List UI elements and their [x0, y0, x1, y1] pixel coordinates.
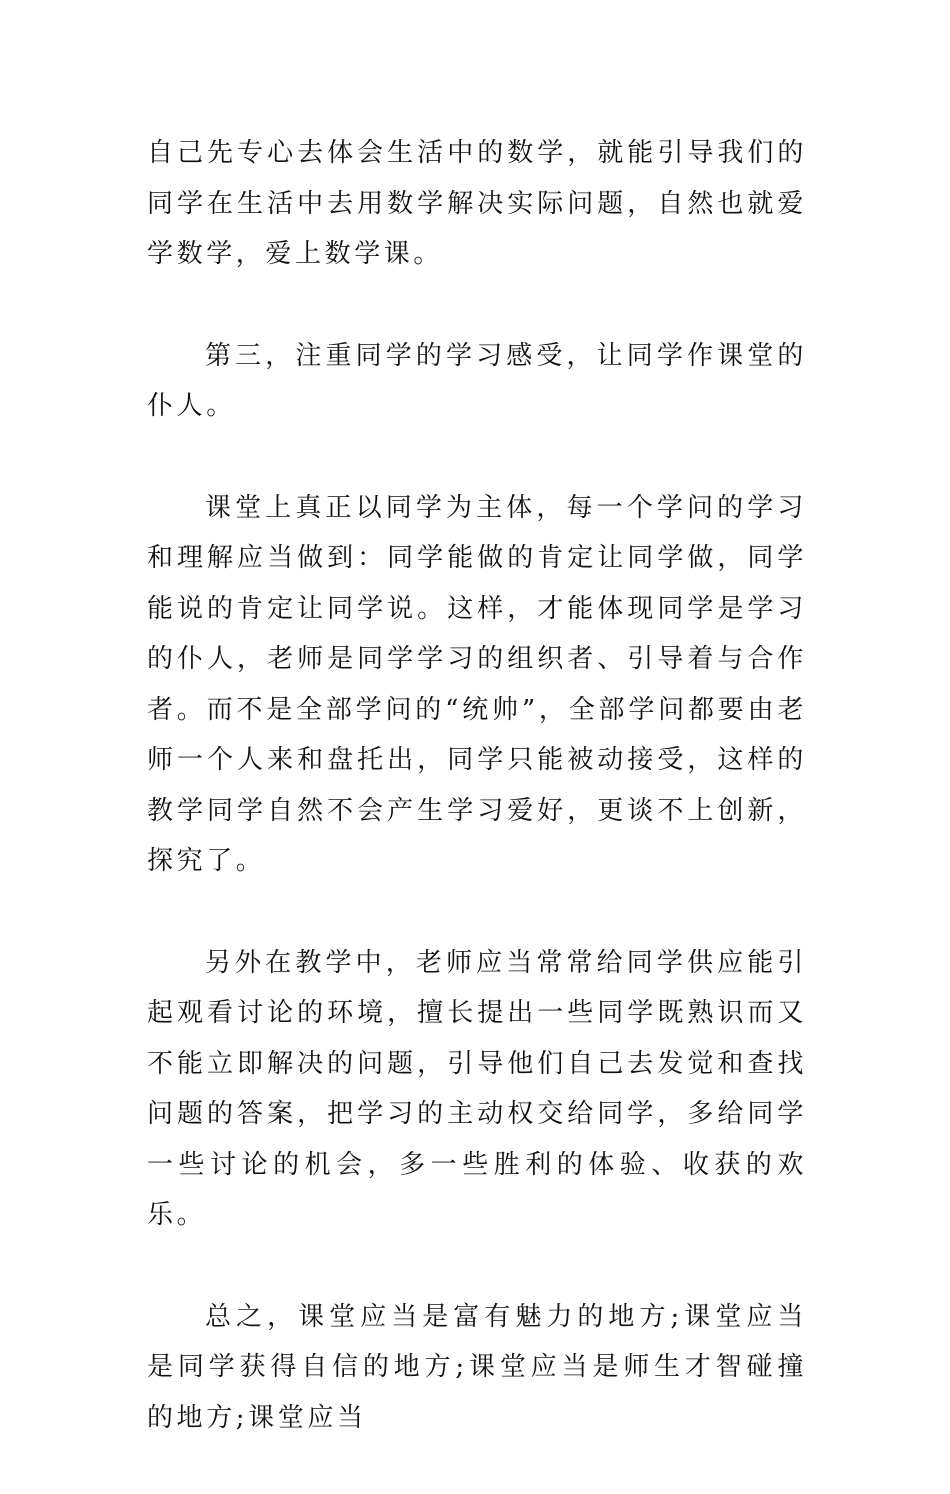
paragraph-3: 课堂上真正以同学为主体，每一个学问的学习和理解应当做到：同学能做的肯定让同学做，同学能说的肯定让同学说。这样，才能体现同学是学习的仆人，老师是同学学习的组织者、引导着与合作者。而不是全部学问的“统帅”，全部学问都要由老师一个人来和盘托出，同学只能被动接受，这样的教学同学自然不会产生学习爱好，更谈不上创新，探究了。 — [147, 492, 807, 876]
paragraph-4: 另外在教学中，老师应当常常给同学供应能引起观看讨论的环境，擅长提出一些同学既熟识而又不能立即解决的问题，引导他们自己去发觉和查找问题的答案，把学习的主动权交给同学，多给同学一些讨论的机会，多一些胜利的体验、收获的欢乐。 — [147, 947, 807, 1230]
document-body — [147, 128, 807, 1494]
paragraph-1: 自己先专心去体会生活中的数学，就能引导我们的同学在生活中去用数学解决实际问题，自然也就爱学数学，爱上数学课。 — [147, 138, 807, 269]
paragraph-2-heading: 第三，注重同学的学习感受，让同学作课堂的仆人。 — [147, 340, 807, 421]
paragraph-5: 总之，课堂应当是富有魅力的地方;课堂应当是同学获得自信的地方;课堂应当是师生才智碰撞的地方;课堂应当 — [147, 1301, 807, 1433]
